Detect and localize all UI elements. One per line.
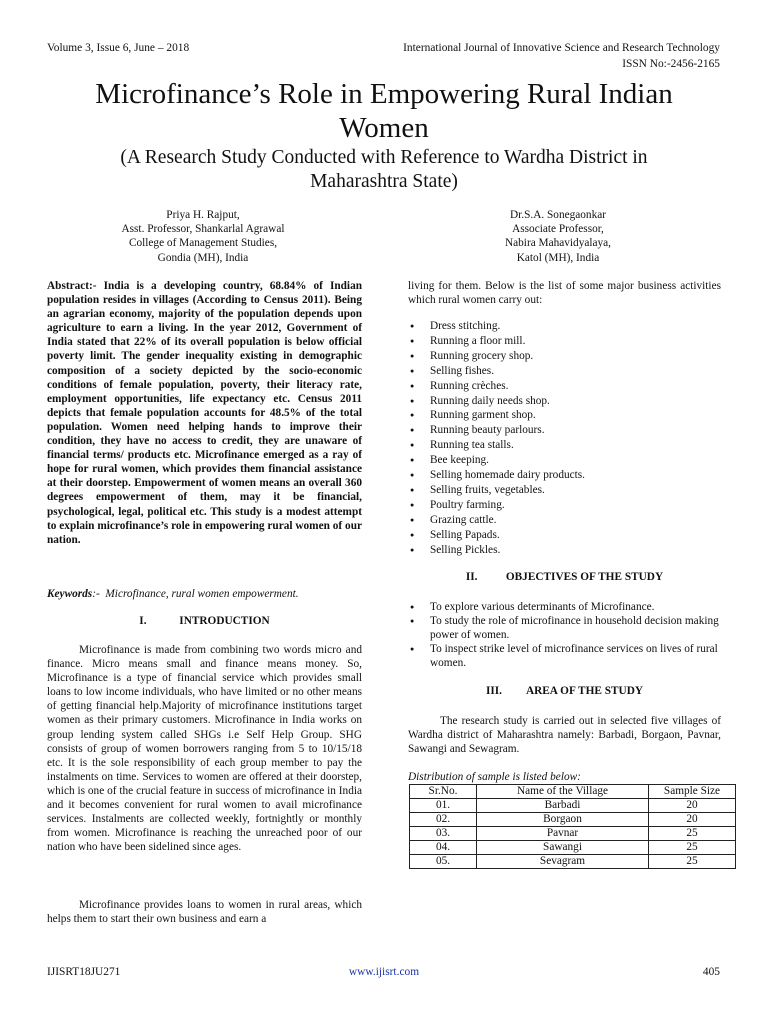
section-area-heading <box>408 685 721 697</box>
objective-item: ● To explore various determinants of Microfinance. <box>408 600 721 614</box>
paper-id: IJISRT18JU271 <box>47 966 121 978</box>
intro-paragraph-1: Microfinance is made from combining two words micro and finance. Micro means small and finance means money. So, Microfinance is a type of financial service which provides small loans to low income individuals, who have limited or no other means of getting financial help.Majority of microfinance institutions target women as their primary customers. Microfinance in India works on group lending system called SHGs i.e Self Help Group. SHG consists of group of women borrowers ranging from 5 to 10/15/18 etc. It is the sole responsibility of each group member to pay the instalments on time. Services to women are offered at their doorstep, which is one of the crucial feature in success of microfinance in India and it becomes convenient for rural women to avail microfinance services. Instalments are collected weekly, fortnightly or monthly from women. Microfinance is reaching the unreached poor of our nation who have been sidelined since ages. <box>47 644 362 854</box>
table-row <box>410 799 736 813</box>
table-caption-text: Distribution of sample is listed below: <box>408 771 581 783</box>
section-objectives-heading <box>408 571 721 583</box>
author-left-role: Asst. Professor, Shankarlal Agrawal <box>121 223 285 236</box>
table-cell: Borgaon <box>477 813 649 827</box>
keywords-separator: :- <box>92 588 100 600</box>
table-cell: 25 <box>649 827 736 841</box>
activity-item: ● Running daily needs shop. <box>408 394 721 409</box>
keywords-label: Keywords <box>47 588 93 600</box>
intro-paragraph-2: Microfinance provides loans to women in rural areas, which helps them to start their own business and earn a <box>47 899 362 926</box>
keywords-text: Microfinance, rural women empowerment. <box>105 588 299 600</box>
activity-item: ● Running garment shop. <box>408 408 721 423</box>
table-header-cell: Sr.No. <box>410 785 477 799</box>
activity-item: ● Selling Pickles. <box>408 543 721 558</box>
activity-item: ● Running grocery shop. <box>408 349 721 364</box>
activity-item: ● Poultry farming. <box>408 498 721 513</box>
author-left-name: Priya H. Rajput, <box>166 209 240 221</box>
continuation-paragraph: living for them. Below is the list of some major business activities which rural women carry out: <box>408 280 721 307</box>
table-cell: Sevagram <box>477 855 649 869</box>
activity-item: ● Selling fruits, vegetables. <box>408 483 721 498</box>
table-cell: Pavnar <box>477 827 649 841</box>
activity-item: ● Grazing cattle. <box>408 513 721 528</box>
activity-item: ● Selling Papads. <box>408 528 721 543</box>
author-left <box>58 208 348 265</box>
author-right-place: Katol (MH), India <box>516 251 600 264</box>
section-title: AREA OF THE STUDY <box>525 685 644 697</box>
section-introduction-heading <box>47 615 362 627</box>
table-header-row <box>410 785 736 799</box>
activity-item: ● Selling fishes. <box>408 364 721 379</box>
table-row <box>410 827 736 841</box>
table-cell: 01. <box>410 799 477 813</box>
introduction-body <box>47 643 362 854</box>
section-number: III. <box>485 685 502 697</box>
table-cell: 03. <box>410 827 477 841</box>
area-text <box>408 714 721 756</box>
keywords <box>47 587 362 601</box>
issn: ISSN No:-2456-2165 <box>622 58 720 70</box>
page-number: 405 <box>702 966 720 978</box>
table-cell: 25 <box>649 855 736 869</box>
table-row <box>410 855 736 869</box>
table-cell: 05. <box>410 855 477 869</box>
table-caption <box>408 770 721 784</box>
author-right-role: Associate Professor, <box>512 223 604 236</box>
activity-item: ● Selling homemade dairy products. <box>408 468 721 483</box>
activity-item: ● Running tea stalls. <box>408 438 721 453</box>
table-header-cell: Sample Size <box>649 785 736 799</box>
activities-list <box>408 319 721 558</box>
activity-item: ● Running beauty parlours. <box>408 423 721 438</box>
paper-title-line1: Microfinance’s Role in Empowering Rural Indian <box>95 78 673 110</box>
table-cell: 20 <box>649 799 736 813</box>
author-right-org: Nabira Mahavidyalaya, <box>504 237 612 250</box>
table-cell: Sawangi <box>477 841 649 855</box>
author-right <box>413 208 703 265</box>
objective-item: ● To study the role of microfinance in household decision making power of women. <box>408 614 721 642</box>
table-cell: Barbadi <box>477 799 649 813</box>
table-row <box>410 841 736 855</box>
paper-subtitle-line1: (A Research Study Conducted with Reference to Wardha District in <box>120 147 648 168</box>
section-number: I. <box>139 615 147 627</box>
paper-subtitle-line2: Maharashtra State) <box>310 171 458 192</box>
objectives-list <box>408 600 721 670</box>
author-left-org: College of Management Studies, <box>128 237 278 250</box>
sample-table <box>409 784 736 869</box>
author-right-name: Dr.S.A. Sonegaonkar <box>509 209 606 221</box>
abstract-text: Abstract:- India is a developing country, 68.84% of Indian population resides in villages (According to Census 2011). Being an agrarian economy, majority of the population depends upon agriculture to earn a living. In the year 2012, Government of India stated that 22% of its overall population is below official poverty limit. The gender inequality existing in demographic composition of a society depicted by the socio-economic conditions of female population, poverty, their literacy rate, employment opportunities, life expectancy etc. Census 2011 depicts that female population accounts for 48.5% of the total population. Women need helping hands to improve their condition, they have no access to credit, they are unaware of financial terms/ products etc. Microfinance emerged as a ray of hope for rural women, which provides them financial assistance at their doorstep. Empowerment of women means an overall 360 degrees empowerment of them, may it be financial, psychological, legal, political etc. This study is a modest attempt to explain microfinance’s role in empowering rural women of our nation. <box>47 280 362 546</box>
section-title: OBJECTIVES OF THE STUDY <box>505 571 664 583</box>
table-header-cell: Name of the Village <box>477 785 649 799</box>
table-cell: 25 <box>649 841 736 855</box>
journal-name: International Journal of Innovative Science and Research Technology <box>403 42 720 54</box>
section-number: II. <box>465 571 478 583</box>
introduction-body-2 <box>47 898 362 926</box>
activity-item: ● Bee keeping. <box>408 453 721 468</box>
volume-info: Volume 3, Issue 6, June – 2018 <box>47 42 190 54</box>
continuation-text <box>408 279 721 307</box>
section-title: INTRODUCTION <box>179 615 270 627</box>
activity-item: ● Running crèches. <box>408 379 721 394</box>
journal-url-link[interactable]: www.ijisrt.com <box>348 966 420 978</box>
objective-item: ● To inspect strike level of microfinance services on lives of rural women. <box>408 642 721 670</box>
table-cell: 04. <box>410 841 477 855</box>
author-left-place: Gondia (MH), India <box>157 251 249 264</box>
activity-item: ● Dress stitching. <box>408 319 721 334</box>
table-cell: 20 <box>649 813 736 827</box>
area-paragraph: The research study is carried out in selected five villages of Wardha district of Maharashtra namely: Barbadi, Borgaon, Pavnar, Sawangi and Sewagram. <box>408 715 721 756</box>
abstract <box>47 279 362 547</box>
table-row <box>410 813 736 827</box>
activity-item: ● Running a floor mill. <box>408 334 721 349</box>
table-cell: 02. <box>410 813 477 827</box>
paper-title-line2: Women <box>339 112 429 144</box>
